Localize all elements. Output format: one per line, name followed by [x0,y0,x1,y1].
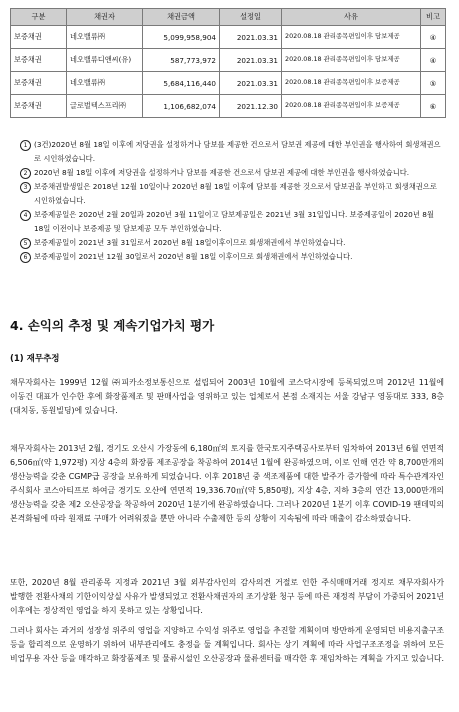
cell-type: 보증채권 [11,72,67,95]
footnote-text: 2020년 8월 18일 이후에 저당권을 설정하거나 담보를 제공한 건으로서 담보권 제공에 대한 부인권을 행사하였습니다. [34,168,410,177]
body-paragraph: 채무자회사는 1999년 12월 ㈜피카소정보통신으로 설립되어 2003년 10월에 코스닥시장에 등록되었으며 2012년 11월에 이동건 대표가 인수한 후에 화장품제조 및 판매사업을 영위하고 있는 업체로서 본점 소재지는 서울 강남구 영동대로 333, 8층(대치동, 동원빌딩)에 있습니다. [10,378,444,415]
footnote-number: 5 [20,238,31,249]
footnote-list [10,138,445,264]
footnote-text: 보증제공일이 2021년 12월 30일로서 2020년 8월 18일 이후이므로 회생채권에서 부인하였습니다. [34,252,353,261]
cell-reason: 2020.08.18 관리종목편입이후 보증제공 [282,72,421,95]
header-creditor: 채권자 [67,9,143,26]
cell-date: 2021.03.31 [220,26,282,49]
body-paragraph: 또한, 2020년 8월 관리종목 지정과 2021년 3월 외부감사인의 감사의견 거절로 인한 주식매매거래 정지로 채무자회사가 발행한 전환사채의 기한이익상실 사유가 발생되었고 전환사채권자의 조기상환 청구 등에 따른 재정적 부담이 가중되어 2021년 이후에는 정상적인 영업을 하지 못하고 있는 상황입니다. [10,578,444,615]
cell-type: 보증채권 [11,26,67,49]
table-row [11,95,446,118]
section-heading: 4. 손익의 추정 및 계속기업가치 평가 [10,318,215,333]
footnote-text: (3건)2020년 8월 18일 이후에 저당권을 설정하거나 담보를 제공한 건으로서 담보권 제공에 대한 부인권을 행사하여 회생채권으로 시인하였습니다. [34,140,441,163]
cell-note: ⑥ [421,95,446,118]
header-type: 구분 [11,9,67,26]
header-date: 설정일 [220,9,282,26]
footnote-text: 보증제공일이 2021년 3월 31일로서 2020년 8월 18일이후이므로 회생채권에서 부인하였습니다. [34,238,346,247]
cell-creditor: 글로벌텍스프리㈜ [67,95,143,118]
footnote-number: 2 [20,168,31,179]
cell-type: 보증채권 [11,95,67,118]
footnote-number: 4 [20,210,31,221]
header-reason: 사유 [282,9,421,26]
footnote-number: 1 [20,140,31,151]
cell-amount: 587,773,972 [143,49,220,72]
cell-note: ④ [421,49,446,72]
footnote-text: 보증제공일은 2020년 2월 20일과 2020년 3월 11일이고 담보제공일은 2021년 3월 31일입니다. 보증제공일이 2020년 8월 18일 이전이나 보증제공 및 담보제공 모두 부인하였습니다. [34,210,434,233]
footnote-item [10,250,445,264]
cell-amount: 5,684,116,440 [143,72,220,95]
cell-amount: 1,106,682,074 [143,95,220,118]
cell-reason: 2020.08.18 관리종목편입이후 담보제공 [282,26,421,49]
section-subheading: (1) 재무추정 [10,354,60,364]
footnote-number: 6 [20,252,31,263]
footnote-item [10,138,445,166]
body-paragraph: 그러나 회사는 과거의 성장성 위주의 영업을 지양하고 수익성 위주로 영업을 추진할 계획이며 방만하게 운영되던 비용지출구조 등을 합리적으로 운영하기 위하여 내부관리에도 충정을 둘 계획입니다. 회사는 상기 계획에 따라 사업구조조정을 위하여 모든 비업무용 자산 등을 매각하고 화장품제조 및 물류시설인 오산공장과 물류센터를 매각한 후 재임차하는 계획을 가지고 있습니다. [10,626,444,663]
cell-creditor: 네오밸류디앤씨(유) [67,49,143,72]
cell-creditor: 네오밸류㈜ [67,26,143,49]
table-row [11,49,446,72]
cell-date: 2021.03.31 [220,72,282,95]
footnote-item [10,208,445,236]
table-row [11,26,446,49]
body-paragraph: 채무자회사는 2013년 2월, 경기도 오산시 가장동에 6,180㎡의 토지를 한국토지주택공사로부터 임차하여 2013년 6월 연면적 6,506㎡(약 1,972평) 지상 4층의 화장품 제조공장을 착공하여 2014년 1월에 완공하였으며, 이로 인해 연간 약 8,700만개의 생산능력을 갖춘 CGMP급 공장을 보유하게 되었습니다. 이후 2018년 중 색조제품에 대한 발주가 증가함에 따라 특수관계자인 주식회사 코스아티프로 하여금 경기도 오산에 연면적 19,336.70㎡(약 5,850평), 지상 4층, 지하 3층의 연간 13,000만개의 생산능력을 갖춘 제2 오산공장을 착공하여 2020년 1분기에 완공하였습니다. 그러나 2020년 1분기 이후 COVID-19 팬데믹의 본격화됨에 따라 원재료 구매가 어려워졌을 뿐만 아니라 수출제한 등의 상황이 지속됨에 따라 매출이 감소하였습니다. [10,444,444,523]
guarantee-claims-table [10,8,446,118]
cell-creditor: 네오밸류㈜ [67,72,143,95]
footnote-text: 보증채권발생일은 2018년 12월 10일이나 2020년 8월 18일 이후에 담보를 제공한 것으로서 담보권을 부인하고 회생채권으로 시인하였습니다. [34,182,437,205]
table-row [11,72,446,95]
cell-note: ④ [421,26,446,49]
cell-note: ⑤ [421,72,446,95]
footnote-item [10,236,445,250]
footnote-item [10,180,445,208]
cell-date: 2021.03.31 [220,49,282,72]
cell-amount: 5,099,958,904 [143,26,220,49]
cell-reason: 2020.08.18 관리종목편입이후 보증제공 [282,95,421,118]
header-amount: 채권금액 [143,9,220,26]
table-header-row [11,9,446,26]
cell-reason: 2020.08.18 관리종목편입이후 담보제공 [282,49,421,72]
header-note: 비고 [421,9,446,26]
footnote-item [10,166,445,180]
cell-type: 보증채권 [11,49,67,72]
footnote-number: 3 [20,182,31,193]
cell-date: 2021.12.30 [220,95,282,118]
